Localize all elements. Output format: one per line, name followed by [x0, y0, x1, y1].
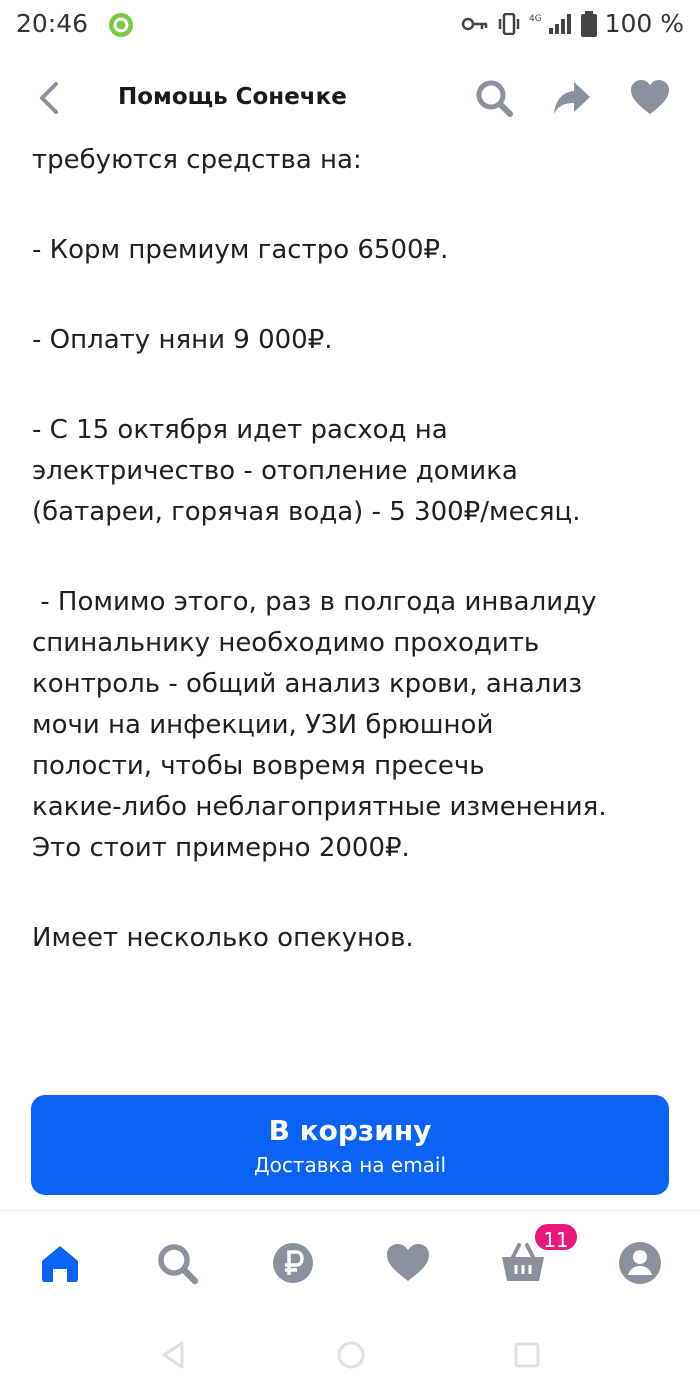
add-to-cart-button[interactable]: [31, 1095, 669, 1195]
top-app-bar: [0, 62, 700, 134]
signal-icon: [529, 12, 573, 36]
search-icon[interactable]: [472, 76, 516, 120]
battery-percent: 100 %: [604, 9, 684, 38]
heart-icon[interactable]: [384, 1239, 432, 1287]
share-icon[interactable]: [550, 76, 594, 120]
description-line: - Корм премиум гастро 6500₽.: [32, 235, 449, 265]
network-type-label: 4G: [528, 13, 542, 24]
system-recents-icon[interactable]: [512, 1340, 542, 1370]
description-line: - Оплату няни 9 000₽.: [32, 325, 333, 355]
cart-count-badge: 11: [532, 1221, 580, 1253]
home-icon[interactable]: [36, 1239, 84, 1287]
system-back-icon[interactable]: [158, 1340, 188, 1370]
description-line: требуются средства на:: [32, 145, 362, 175]
back-icon[interactable]: [28, 76, 72, 120]
description-line: - С 15 октября идет расход на электричество - отопление домика (батареи, горячая вода) - 5 300₽/месяц.: [32, 415, 581, 527]
app-notification-icon: [108, 12, 134, 38]
system-navigation-bar: [0, 1330, 700, 1400]
bottom-navigation: [0, 1210, 700, 1310]
system-home-icon[interactable]: [336, 1340, 366, 1370]
ruble-icon[interactable]: [269, 1239, 317, 1287]
description-line: Имеет несколько опекунов.: [32, 923, 414, 953]
heart-icon[interactable]: [628, 76, 672, 120]
status-bar: [0, 0, 700, 50]
battery-icon: [581, 11, 597, 37]
page-title: Помощь Сонечке: [118, 84, 347, 110]
delivery-note: Доставка на email: [253, 1153, 447, 1177]
profile-icon[interactable]: [616, 1239, 664, 1287]
key-icon: [461, 16, 489, 32]
product-description: [32, 140, 677, 959]
vibrate-icon: [497, 13, 521, 35]
status-time: 20:46: [16, 9, 89, 38]
add-to-cart-label: В корзину: [268, 1114, 432, 1147]
search-icon[interactable]: [153, 1239, 201, 1287]
description-line: - Помимо этого, раз в полгода инвалиду спинальнику необходимо проходить контроль - общий анализ крови, анализ мочи на инфекции, УЗИ брюшной полости, чтобы вовремя пресечь какие-либо неблагоприятные изменения. Это стоит примерно 2000₽.: [32, 587, 607, 863]
